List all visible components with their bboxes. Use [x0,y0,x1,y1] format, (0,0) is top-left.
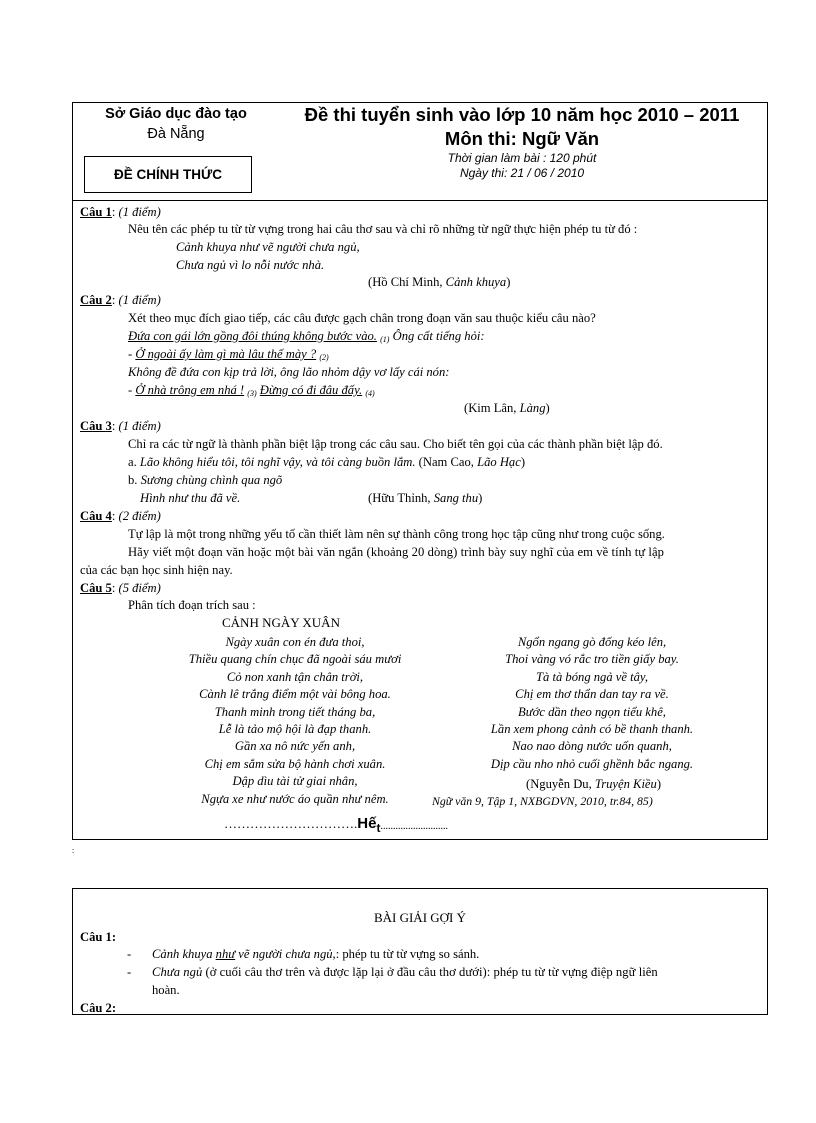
sentence-1: Đứa con gái lớn gồng đôi thúng không bước vào. [128,329,377,343]
poem-left-line-9: Dập dìu tài tử giai nhân, [232,774,358,789]
item-1-part-a: Cảnh khuya [152,947,216,961]
item-2-part-b: (ở cuối câu thơ trên và được lặp lại ở đầu câu thơ dưới): phép tu từ từ vựng điệp ngữ liên [202,965,658,979]
exam-subject: Môn thi: Ngữ Văn [444,128,600,149]
poem-left-line-1: Ngày xuân con én đưa thoi, [225,635,365,649]
item-b-source-end: ) [478,491,483,505]
question-2-source [464,400,550,416]
item-1-part-b: như [215,947,236,961]
dash-2: - [128,347,136,361]
poem-left-line-8: Chị em sắm sửa bộ hành chơi xuân. [204,756,386,771]
item-b-source-work: Sang thu [433,491,479,505]
answer-1-item-1-dash: - [127,947,132,961]
end-dots-right: ........................... [380,821,448,832]
poem-source-end: ) [656,777,662,791]
poem-right-line-1: Ngổn ngang gò đống kéo lên, [517,635,667,649]
item-a-text: Lão không hiểu tôi, tôi nghĩ vậy, và tôi càng buồn lắm. [139,455,416,469]
poem-right-line-4: Chị em thơ thẩn dan tay ra về. [515,687,669,702]
question-1-source-end: ) [506,275,511,289]
poem-right-line-3: Tà tà bóng ngả về tây, [536,669,648,684]
answer-1-item-2-dash: - [127,965,132,979]
question-5-prompt: Phân tích đoạn trích sau : [128,598,256,612]
sentence-1-rest: Ông cất tiếng hỏi: [392,329,485,343]
question-3-item-b-source [368,490,482,506]
dash-4: - [128,383,136,397]
question-2-heading: Câu 2: (1 điểm) [80,293,161,307]
poem-right-column [462,634,722,773]
question-1-verse-1: Cảnh khuya như vẽ người chưa ngủ, [176,240,360,254]
question-2-line-2 [128,346,329,366]
poem-source [526,776,661,792]
header-divider [72,200,768,201]
end-marker [224,814,448,836]
exam-duration: Thời gian làm bài : 120 phút [447,151,597,165]
item-1-part-c: vẽ người chưa ngủ, [235,947,336,961]
question-3-label: Câu 3 [80,419,112,433]
item-a-work: Lão Hạc [477,455,521,469]
poem-left-line-10: Ngựa xe như nước áo quần như nêm. [201,791,389,806]
answer-2-label: Câu 2: [80,1001,117,1015]
question-2-prompt: Xét theo mục đích giao tiếp, các câu được gạch chân trong đoạn văn sau thuộc kiểu câu nào? [128,311,596,325]
exam-title: Đề thi tuyển sinh vào lớp 10 năm học 2010 – 2011 [304,104,740,125]
item-a-source: (Nam Cao, [415,455,478,469]
question-1-points: (1 điểm) [118,205,161,219]
question-1-source-author: (Hồ Chí Minh, [368,275,446,289]
poem-source-author: (Nguyễn Du, [526,777,595,791]
item-b-source-author: (Hữu Thỉnh, [368,491,434,505]
sentence-3: Ở nhà trông em nhá ! [135,383,245,397]
question-4-points: (2 điểm) [118,509,161,523]
question-2-source-end: ) [545,401,550,415]
exam-date: Ngày thi: 21 / 06 / 2010 [459,166,585,180]
poem-right-line-7: Nao nao dòng nước uốn quanh, [512,739,672,754]
end-word: Hế [357,815,377,832]
sentence-2: Ở ngoài ấy làm gì mà lâu thế mày ? [135,347,317,361]
poem-left-line-6: Lễ là tảo mộ hội là đạp thanh. [218,722,372,737]
answer-1-item-2-cont: hoàn. [152,983,180,997]
answer-1-item-2 [152,964,658,980]
question-2-line-4 [128,382,375,402]
item-b-label: b. [128,473,141,487]
marker-4: (4) [365,389,375,398]
question-3-heading: Câu 3: (1 điểm) [80,419,161,433]
official-exam-box [84,156,252,193]
question-1-label: Câu 1 [80,205,112,219]
sentence-4: Đừng có đi đâu đấy. [259,383,363,397]
marker-1: (1) [380,335,390,344]
poem-right-line-2: Thoi vàng vó rắc tro tiền giấy bay. [505,652,679,667]
poem-left-line-4: Cành lê trắng điểm một vài bông hoa. [199,687,391,702]
question-3-item-a [128,454,525,470]
question-3-points: (1 điểm) [118,419,161,433]
question-5-heading: Câu 5: (5 điểm) [80,581,161,595]
poem-right-line-6: Lần xem phong cảnh có bề thanh thanh. [490,722,694,737]
question-2-line-1 [128,328,485,348]
answer-1-label: Câu 1: [80,930,117,944]
question-3-item-b-line-2: Hình như thu đã về. [140,491,241,505]
question-1-prompt: Nêu tên các phép tu từ từ vựng trong hai câu thơ sau và chỉ rõ những từ ngữ thực hiện phép tu từ đó : [128,222,638,236]
item-a-end: ) [520,455,526,469]
question-1-verse-2: Chưa ngủ vì lo nỗi nước nhà. [176,258,325,272]
question-2-points: (1 điểm) [118,293,161,307]
question-4-label: Câu 4 [80,509,112,523]
item-a-label: a. [128,455,140,469]
question-4-line-3: của các bạn học sinh hiện nay. [80,563,233,577]
poem-left-line-3: Cỏ non xanh tận chân trời, [226,669,364,684]
poem-left-line-5: Thanh minh trong tiết tháng ba, [214,704,376,719]
question-1-source [368,274,510,290]
question-1-heading: Câu 1: (1 điểm) [80,205,161,219]
marker-3: (3) [247,389,257,398]
question-3-prompt: Chỉ ra các từ ngữ là thành phần biệt lập trong các câu sau. Cho biết tên gọi của các thành phần biệt lập đó. [128,437,663,451]
question-4-line-1: Tự lập là một trong những yếu tố cần thiết làm nên sự thành công trong học tập cũng như trong cuộc sống. [128,527,665,541]
question-2-source-work: Làng [519,401,546,415]
question-5-label: Câu 5 [80,581,112,595]
poem-title: CẢNH NGÀY XUÂN [222,615,340,630]
end-dots-left: …………………………. [224,816,358,831]
question-4-line-2: Hãy viết một đoạn văn hoặc một bài văn ngắn (khoảng 20 dòng) trình bày suy nghĩ của em về tính tự lập [128,545,665,559]
item-1-part-d: : phép tu từ từ vựng so sánh. [335,947,480,961]
poem-right-line-8: Dịp cầu nho nhỏ cuối ghềnh bắc ngang. [490,756,694,771]
answers-title: BÀI GIẢI GỢI Ý [373,910,467,925]
end-colon: : [72,846,75,855]
poem-left-column [150,634,440,808]
official-exam-label: ĐỀ CHÍNH THỨC [114,167,222,182]
answer-1-item-1 [152,946,479,962]
item-2-part-a: Chưa ngủ [152,965,203,979]
question-2-line-3: Không đề đứa con kịp trả lời, ông lão nhỏm dậy vơ lấy cái nón: [128,365,450,379]
poem-source-work: Truyện Kiều [594,777,657,791]
department-city: Đà Nẵng [147,126,205,142]
poem-left-line-7: Gần xa nô nức yến anh, [234,739,356,754]
question-2-label: Câu 2 [80,293,112,307]
question-5-points: (5 điểm) [118,581,161,595]
end-word-tail: t [376,821,381,835]
question-3-item-b [128,472,282,488]
poem-right-line-5: Bước dần theo ngọn tiểu khê, [518,704,666,719]
poem-textbook-ref: Ngữ văn 9, Tập 1, NXBGDVN, 2010, tr.84, 85) [432,794,653,808]
question-2-source-author: (Kim Lân, [464,401,520,415]
department-name: Sở Giáo dục đào tạo [105,106,247,122]
item-b-line-1: Sương chùng chình qua ngõ [140,473,283,487]
poem-left-line-2: Thiều quang chín chục đã ngoài sáu mươi [188,652,402,667]
question-1-source-work: Cảnh khuya [445,275,507,289]
marker-2: (2) [319,353,329,362]
question-4-heading: Câu 4: (2 điểm) [80,509,161,523]
